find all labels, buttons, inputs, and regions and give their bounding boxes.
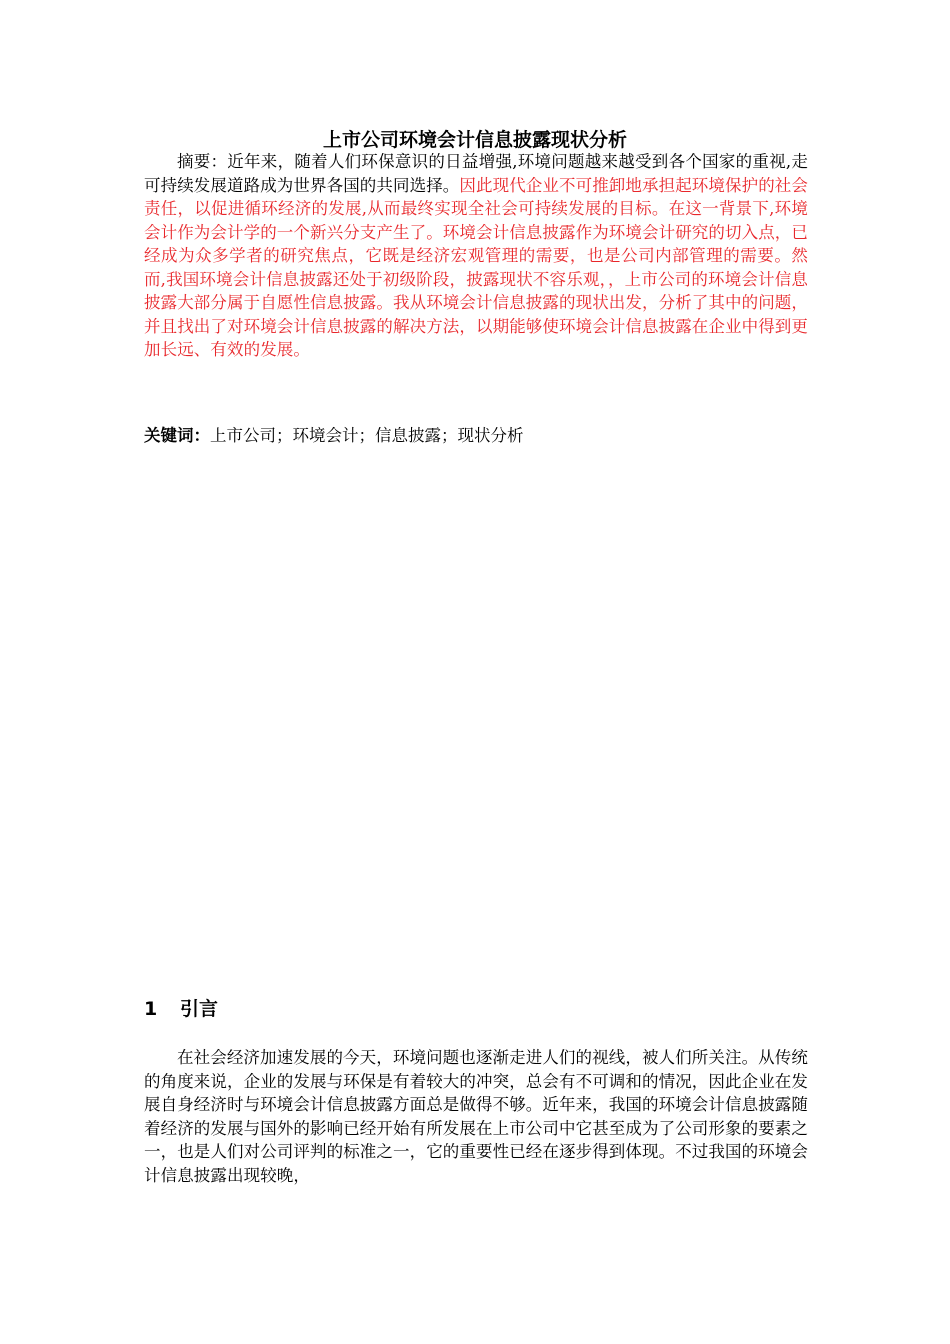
- abstract-paragraph: [144, 150, 808, 362]
- keywords-value: 上市公司；环境会计；信息披露；现状分析: [210, 426, 524, 445]
- keywords-label: 关键词：: [144, 426, 210, 445]
- section-number: 1: [144, 998, 158, 1020]
- section-heading: [144, 995, 808, 1023]
- section-title: 引言: [180, 998, 219, 1020]
- abstract-highlighted-text: 因此现代企业不可推卸地承担起环境保护的社会责任，以促进循环经济的发展,从而最终实现全社会可持续发展的目标。在这一背景下,环境会计作为会计学的一个新兴分支产生了。环境会计信息披露作为环境会计研究的切入点，已经成为众多学者的研究焦点，它既是经济宏观管理的需要，也是公司内部管理的需要。然而,我国环境会计信息披露还处于初级阶段，披露现状不容乐观，，上市公司的环境会计信息披露大部分属于自愿性信息披露。我从环境会计信息披露的现状出发，分析了其中的问题，并且找出了对环境会计信息披露的解决方法，以期能够使环境会计信息披露在企业中得到更加长远、有效的发展。: [144, 175, 809, 359]
- intro-paragraph: 在社会经济加速发展的今天，环境问题也逐渐走进人们的视线，被人们所关注。从传统的角度来说，企业的发展与环保是有着较大的冲突，总会有不可调和的情况，因此企业在发展自身经济时与环境会计信息披露方面总是做得不够。近年来，我国的环境会计信息披露随着经济的发展与国外的影响已经开始有所发展在上市公司中它甚至成为了公司形象的要素之一，也是人们对公司评判的标准之一，它的重要性已经在逐步得到体现。不过我国的环境会计信息披露出现较晚，: [144, 1048, 808, 1185]
- keywords-line: [144, 424, 808, 448]
- document-title: 上市公司环境会计信息披露现状分析: [322, 129, 627, 151]
- abstract-text: 摘要：近年来，随着人们环保意识的日益增强,环境问题越来越受到各个国家的重视,走可持续发展道路成为世界各国的共同选择。: [144, 152, 808, 195]
